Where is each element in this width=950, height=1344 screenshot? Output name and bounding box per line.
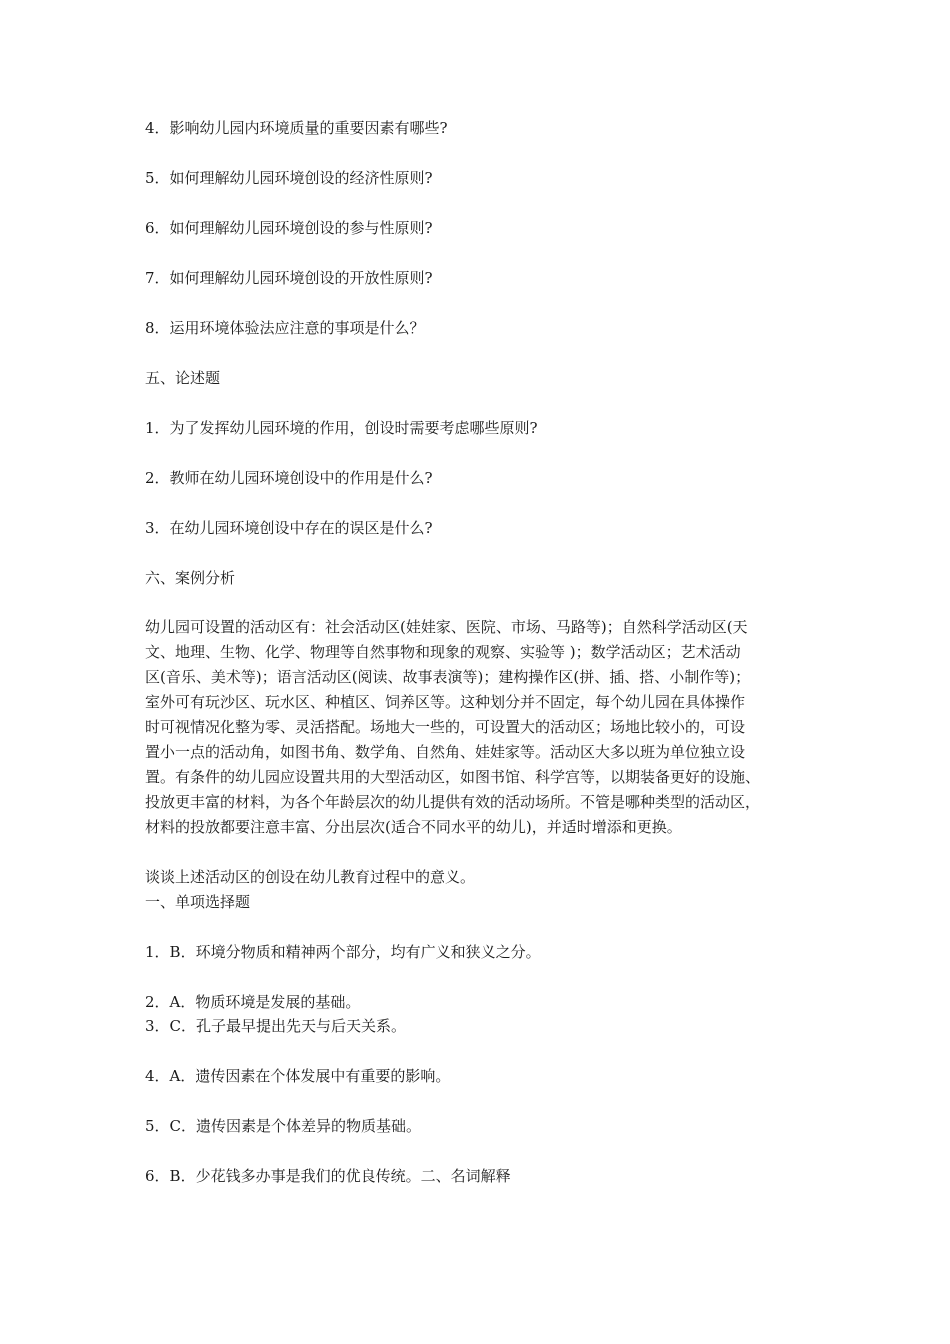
case-text-line: 置小一点的活动角，如图书角、数学角、自然角、娃娃家等。活动区大多以班为单位独立设 xyxy=(145,743,746,761)
case-text-line: 室外可有玩沙区、玩水区、种植区、饲养区等。这种划分并不固定，每个幼儿园在具体操作 xyxy=(145,693,746,711)
question-8: 8．运用环境体验法应注意的事项是什么？ xyxy=(145,319,425,337)
question-7: 7．如何理解幼儿园环境创设的开放性原则? xyxy=(145,269,433,287)
question-6: 6．如何理解幼儿园环境创设的参与性原则? xyxy=(145,219,433,237)
case-prompt: 谈谈上述活动区的创设在幼儿教育过程中的意义。 xyxy=(145,868,476,886)
answers-section-heading: 一、单项选择题 xyxy=(145,893,251,911)
answer-3: 3．C．孔子最早提出先天与后天关系。 xyxy=(145,1017,407,1035)
answer-6: 6．B．少花钱多办事是我们的优良传统。二、名词解释 xyxy=(145,1167,511,1185)
case-text-line: 区(音乐、美术等)；语言活动区(阅读、故事表演等)；建构操作区(拼、插、搭、小制作等)； xyxy=(145,668,751,686)
answer-5: 5．C．遗传因素是个体差异的物质基础。 xyxy=(145,1117,422,1135)
section-heading-case: 六、案例分析 xyxy=(145,569,236,587)
case-text-line: 文、地理、生物、化学、物理等自然事物和现象的观察、实验等 )；数学活动区；艺术活动 xyxy=(145,643,741,661)
answer-1: 1．B．环境分物质和精神两个部分，均有广义和狭义之分。 xyxy=(145,943,541,961)
case-text-line: 置。有条件的幼儿园应设置共用的大型活动区，如图书馆、科学宫等，以期装备更好的设施、 xyxy=(145,768,761,786)
answer-4: 4．A．遗传因素在个体发展中有重要的影响。 xyxy=(145,1067,451,1085)
section-heading-essay: 五、论述题 xyxy=(145,369,221,387)
essay-question-3: 3．在幼儿园环境创设中存在的误区是什么? xyxy=(145,519,433,537)
question-5: 5．如何理解幼儿园环境创设的经济性原则? xyxy=(145,169,433,187)
essay-question-1: 1．为了发挥幼儿园环境的作用，创设时需要考虑哪些原则? xyxy=(145,419,538,437)
case-text-line: 时可视情况化整为零、灵活搭配。场地大一些的，可设置大的活动区；场地比较小的，可设 xyxy=(145,718,746,736)
case-text-line: 材料的投放都要注意丰富、分出层次(适合不同水平的幼儿)，并适时增添和更换。 xyxy=(145,818,682,836)
case-text-line: 幼儿园可设置的活动区有：社会活动区(娃娃家、医院、市场、马路等)；自然科学活动区(天 xyxy=(145,618,748,636)
question-4: 4．影响幼儿园内环境质量的重要因素有哪些? xyxy=(145,119,448,137)
essay-question-2: 2．教师在幼儿园环境创设中的作用是什么? xyxy=(145,469,433,487)
case-text-line: 投放更丰富的材料，为各个年龄层次的幼儿提供有效的活动场所。不管是哪种类型的活动区， xyxy=(145,793,761,811)
answer-2: 2．A．物质环境是发展的基础。 xyxy=(145,993,361,1011)
